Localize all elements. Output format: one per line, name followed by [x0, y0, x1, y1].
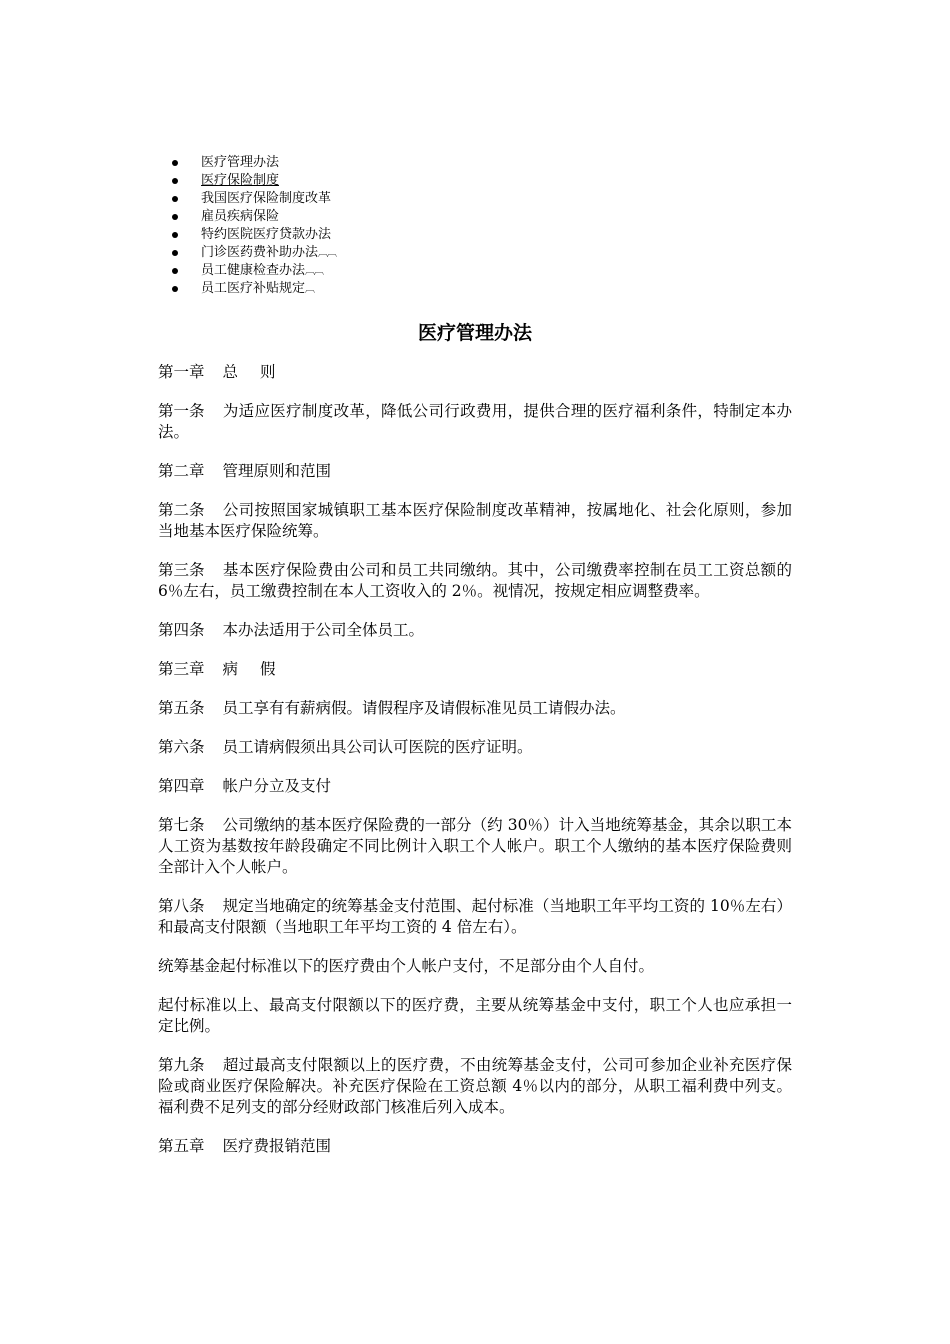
- chapter-title-part: 假: [260, 660, 276, 678]
- chapter-heading: [158, 776, 792, 797]
- toc-item: [158, 190, 336, 208]
- toc-item: [158, 244, 336, 262]
- chapter-heading: [158, 1136, 792, 1157]
- article-paragraph: [158, 1055, 792, 1118]
- article-paragraph: [158, 815, 792, 878]
- bullet-icon: [172, 250, 178, 256]
- chapter-number: 第四章: [158, 777, 205, 795]
- article-paragraph: [158, 500, 792, 542]
- article-number: 第二条: [158, 501, 205, 519]
- article-number: 第四条: [158, 621, 205, 639]
- article-paragraph: [158, 698, 792, 719]
- bullet-icon: [172, 160, 178, 166]
- chapter-title: 总: [222, 363, 239, 381]
- paragraph-text: 公司缴纳的基本医疗保险费的一部分（约 30％）计入当地统筹基金，其余以职工本人工资为基数按年龄段确定不同比例计入职工个人帐户。职工个人缴纳的基本医疗保险费则全部计入个人帐户。: [158, 816, 792, 876]
- bullet-icon: [172, 214, 178, 220]
- bullet-icon: [172, 268, 178, 274]
- chapter-number: 第三章: [158, 660, 205, 678]
- article-paragraph: [158, 737, 792, 758]
- toc-link[interactable]: 雇员疾病保险: [201, 209, 280, 224]
- toc-link[interactable]: 医疗保险制度: [201, 173, 280, 188]
- chapter-heading: [158, 659, 792, 680]
- paragraph-text: 统筹基金起付标准以下的医疗费由个人帐户支付，不足部分由个人自付。: [158, 957, 655, 975]
- chapter-title: 帐户分立及支付: [222, 777, 332, 795]
- toc-item: [158, 208, 336, 226]
- toc-link[interactable]: 员工医疗补贴规定: [201, 281, 306, 296]
- chapter-heading: [158, 461, 792, 482]
- chapter-title: 医疗费报销范围: [222, 1137, 332, 1155]
- paragraph-text: 公司按照国家城镇职工基本医疗保险制度改革精神，按属地化、社会化原则，参加当地基本医疗保险统筹。: [158, 501, 792, 540]
- paragraph-text: 超过最高支付限额以上的医疗费，不由统筹基金支付，公司可参加企业补充医疗保险或商业医疗保险解决。补充医疗保险在工资总额 4％以内的部分，从职工福利费中列支。福利费不足列支的部分经财政部门核准后列入成本。: [158, 1056, 792, 1116]
- toc-link[interactable]: 医疗管理办法: [201, 155, 280, 170]
- toc-list: [158, 154, 336, 298]
- chapter-title: 管理原则和范围: [222, 462, 332, 480]
- paragraph-text: 员工享有有薪病假。请假程序及请假标准见员工请假办法。: [222, 699, 626, 717]
- toc-item-trailing-marks: ︹: [305, 284, 315, 295]
- body-paragraph: [158, 995, 792, 1037]
- toc-item: [158, 172, 336, 190]
- toc-link[interactable]: 特约医院医疗贷款办法: [201, 227, 332, 242]
- paragraph-text: 为适应医疗制度改革，降低公司行政费用，提供合理的医疗福利条件，特制定本办法。: [158, 402, 792, 441]
- article-number: 第七条: [158, 816, 205, 834]
- toc-link[interactable]: 门诊医药费补助办法: [201, 245, 319, 260]
- toc-item: [158, 262, 336, 280]
- toc-item: [158, 154, 336, 172]
- document-body: [158, 362, 792, 1175]
- article-number: 第一条: [158, 402, 205, 420]
- toc-item: [158, 226, 336, 244]
- paragraph-text: 员工请病假须出具公司认可医院的医疗证明。: [222, 738, 533, 756]
- toc-item-trailing-marks: ︹︹: [305, 266, 324, 277]
- toc-item: [158, 280, 336, 298]
- article-paragraph: [158, 560, 792, 602]
- chapter-title-part: 则: [260, 363, 276, 381]
- chapter-title: 病: [222, 660, 239, 678]
- paragraph-text: 起付标准以上、最高支付限额以下的医疗费，主要从统筹基金中支付，职工个人也应承担一定比例。: [158, 996, 792, 1035]
- chapter-heading: [158, 362, 792, 383]
- article-paragraph: [158, 896, 792, 938]
- bullet-icon: [172, 196, 178, 202]
- toc-link[interactable]: 我国医疗保险制度改革: [201, 191, 332, 206]
- article-number: 第五条: [158, 699, 205, 717]
- article-number: 第八条: [158, 897, 205, 915]
- article-number: 第三条: [158, 561, 205, 579]
- bullet-icon: [172, 286, 178, 292]
- toc-item-trailing-marks: ︹︹: [318, 248, 337, 259]
- toc-link[interactable]: 员工健康检查办法: [201, 263, 306, 278]
- chapter-number: 第一章: [158, 363, 205, 381]
- paragraph-text: 基本医疗保险费由公司和员工共同缴纳。其中，公司缴费率控制在员工工资总额的 6％左右，员工缴费控制在本人工资收入的 2％。视情况，按规定相应调整费率。: [158, 561, 792, 600]
- document-title: 医疗管理办法: [417, 322, 532, 344]
- article-number: 第九条: [158, 1056, 205, 1074]
- paragraph-text: 本办法适用于公司全体员工。: [222, 621, 425, 639]
- bullet-icon: [172, 178, 178, 184]
- body-paragraph: [158, 956, 792, 977]
- paragraph-text: 规定当地确定的统筹基金支付范围、起付标准（当地职工年平均工资的 10％左右）和最高支付限额（当地职工年平均工资的 4 倍左右）。: [158, 897, 792, 936]
- bullet-icon: [172, 232, 178, 238]
- chapter-number: 第二章: [158, 462, 205, 480]
- article-paragraph: [158, 401, 792, 443]
- article-number: 第六条: [158, 738, 205, 756]
- chapter-number: 第五章: [158, 1137, 205, 1155]
- article-paragraph: [158, 620, 792, 641]
